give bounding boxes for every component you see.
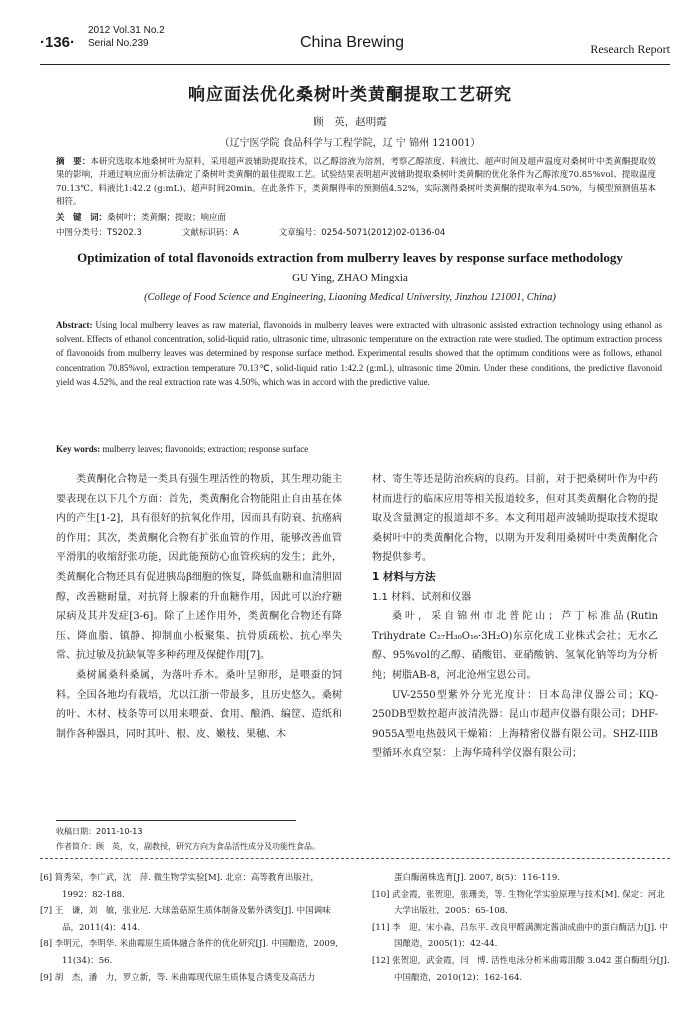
article-title-cn: 响应面法优化桑树叶类黄酮提取工艺研究: [188, 85, 512, 105]
received-date: 收稿日期：2011-10-13: [56, 827, 143, 836]
materials-paragraph: 桑叶，采自锦州市北普陀山；芦丁标准品(Rutin Trihydrate C₂₇H₃₀O₁₆·3H₂O)东京化成工业株式会社；无水乙醇、95%vol的乙醇、硝酸铝、亚硝酸钠、氢氧化钠等均为分析纯；树脂AB-8，河北沧州宝恩公司。: [372, 611, 658, 681]
reference-item: [7] 王 谦，刘 敏，张业尼. 大球盖菇原生质体制备及紫外诱变[J]. 中国调味品，2011(4)：414.: [40, 906, 331, 933]
authors-en: GU Ying, ZHAO Mingxia: [292, 272, 408, 284]
abstract-en-label: Abstract:: [56, 320, 93, 330]
subsection-heading: [372, 588, 658, 608]
author-bio: 作者简介：顾 英，女，副教授，研究方向为食品活性成分及功能性食品。: [56, 842, 320, 851]
article-number: 文章编号：0254-5071(2012)02-0136-04: [278, 228, 446, 238]
volume-line: 2012 Vol.31 No.2: [88, 25, 165, 36]
keywords-cn-text: 桑树叶；类黄酮；提取；响应面: [107, 213, 227, 223]
keywords-en: [56, 444, 662, 454]
references-rule: [40, 858, 670, 859]
abstract-cn-label: 摘 要：: [56, 157, 91, 167]
instruments-paragraph: UV-2550型紫外分光光度计：日本岛津仪器公司；KQ-250DB型数控超声波清洗器：昆山市超声仪器有限公司；DHF-9055A型电热鼓风干燥箱：上海精密仪器有限公司。SHZ-IIIB型循环水真空泵：上海华琦科学仪器有限公司；: [372, 689, 658, 760]
subsection-title: 材料、试剂和仪器: [391, 591, 472, 603]
reference-item: [12] 张贺迎，武金霞，闫 博. 活性电泳分析米曲霉泪酸 3.042 蛋白酶组分[J]. 中国酿造，2010(12)：162-164.: [372, 955, 670, 983]
body-paragraph: 桑树属桑科桑属，为落叶乔木。桑叶呈卵形，是喂蚕的饲料。全国各地均有栽培，尤以江浙一带最多，且历史悠久。桑树的叶、木材、枝条等可以用来喂蚕、食用、酿酒、编筐、造纸和制作各种器具，同时其叶、根、皮、嫩枝、果穗、木: [56, 669, 342, 740]
reference-item: [10] 武金霞，张贺迎，张珊美，等. 生物化学实验原理与技术[M]. 保定：河北大学出版社，2005：65-108.: [372, 889, 665, 917]
body-paragraph: 材、寄生等还是防治疾病的良药。目前，对于把桑树叶作为中药材而进行的临床应用等相关报道较多，但对其类黄酮化合物的提取及含量测定的报道却不多。本文利用超声波辅助提取技术提取桑树叶中的类黄酮化合物，以期为开发利用桑树叶中类黄酮化合物提供参考。: [372, 474, 658, 564]
abstract-en-text: Using local mulberry leaves as raw material, flavonoids in mulberry leaves were extracted with ultrasonic assisted extraction technology using ethanol as solvent. Effects of ethanol concentration, solid-liquid ratio, ultrasonic time, ultrasonic temperature on the extraction rate were studied. The optimum extraction process of flavonoids from mulberry leaves was determined by response surface method. Experimental results showed that the optimum conditions were as follows, ethanol concentration 70.85%vol, extraction temperature 70.13℃, solid-liquid ratio 1:42.2 (g:mL), ultrasonic time 20min. Under these conditions, the predictive flavonoid yield was 4.52%, and the real extraction rate was 4.50%, which was in accord with the predictive value.: [56, 320, 663, 387]
references-right: [372, 870, 672, 986]
affiliation-en: (College of Food Science and Engineering, Liaoning Medical University, Jinzhou 121001, China): [144, 292, 556, 303]
classification-row: [56, 226, 656, 238]
abstract-en: [56, 318, 662, 389]
footnote-rule: [56, 820, 296, 821]
subsection-number: 1.1: [372, 591, 388, 603]
abstract-cn: [56, 156, 656, 210]
reference-item: [8] 李明元，李明华. 米曲霉原生质体融合条件的优化研究[J]. 中国酿造，2009, 11(34)：56.: [40, 939, 338, 966]
serial-line: Serial No.239: [88, 38, 149, 49]
references-left: [40, 870, 340, 986]
document-code: 文献标识码：A: [181, 228, 239, 238]
reference-item: 蛋白酶菌株选育[J]. 2007, 8(5)：116-119.: [394, 873, 560, 883]
keywords-cn-label: 关 键 词：: [56, 213, 108, 223]
header-rule: [40, 64, 670, 65]
running-header: [40, 12, 670, 64]
reference-item: [11] 李 迎，宋小淼，吕东平. 改良甲醛满测定酱油成曲中的蛋白酶活力[J]. 中国酿造，2005(1)：42-44.: [372, 922, 669, 950]
affiliation-cn: （辽宁医学院 食品科学与工程学院，辽 宁 锦州 121001）: [219, 138, 481, 149]
body-column-right: [372, 470, 658, 764]
reference-item: [6] 简秀荣，李广武，沈 萍. 微生物学实验[M]. 北京：高等教育出版社，1992：82-188.: [40, 873, 319, 900]
volume-info: [88, 24, 165, 50]
clc-number: 中图分类号：TS202.3: [56, 228, 142, 238]
body-column-left: [56, 470, 342, 744]
authors-cn: 顾 英，赵明霞: [313, 116, 387, 128]
keywords-en-text: mulberry leaves; flavonoids; extraction; response surface: [102, 444, 309, 454]
journal-name: China Brewing: [300, 34, 405, 51]
keywords-en-label: Key words:: [56, 444, 101, 454]
page-number: ·136·: [40, 34, 76, 51]
section-heading: 1 材料与方法: [372, 570, 436, 583]
body-paragraph: 类黄酮化合物是一类具有强生理活性的物质，其生理功能主要表现在以下几个方面：首先，类黄酮化合物能阻止自由基在体内的产生[1-2]，具有很好的抗氧化作用，因而具有防衰、抗癌病的作用；其次，类黄酮化合物有扩张血管的作用，能够改善血管平滑肌的收缩舒张功能，因此能预防心血管疾病的发生；此外，类黄酮化合物还具有促进胰岛β细胞的恢复，降低血糖和血清胆固醇，改善糖耐量，对抗肾上腺素的升血糖作用，因此可以治疗糖尿病及其并发症[3-6]。除了上述作用外，类黄酮化合物还有降压、降血脂、镇静、抑制血小板聚集、抗骨质疏松、抗心率失常、抗过敏及抗缺氧等多种药理及保健作用[7]。: [56, 474, 342, 662]
keywords-cn: [56, 212, 656, 225]
article-title-en: Optimization of total flavonoids extraction from mulberry leaves by response surface methodology: [77, 250, 623, 265]
section-label: Research Report: [590, 42, 670, 56]
footnotes: [56, 824, 656, 854]
abstract-cn-text: 本研究选取本地桑树叶为原料，采用超声波辅助提取技术，以乙醇溶液为溶剂，考察乙醇浓度、料液比、超声时间及超声温度对桑树叶中类黄酮提取效果的影响，并通过响应面分析法确定了桑树叶类黄酮的最佳提取工艺。试验结果表明超声波辅助提取桑树叶类黄酮的优化条件为乙醇浓度70.85%vol、提取温度70.13℃、料液比1:42.2 (g:mL)、超声时间20min。在此条件下，类黄酮得率的预测值4.52%，实际测得桑树叶类黄酮的提取率为4.50%，与模型预测值基本相符。: [56, 157, 656, 208]
reference-item: [9] 胡 杰，潘 力，罗立新，等. 米曲霉现代原生质体复合诱变及高活力: [40, 972, 316, 983]
